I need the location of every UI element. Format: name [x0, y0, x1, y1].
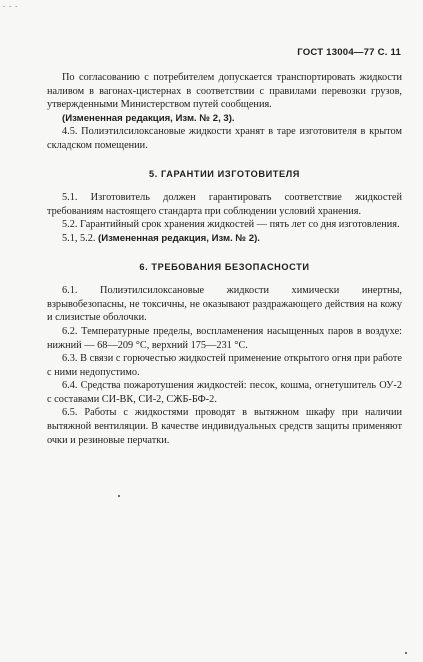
amendment-note [47, 112, 402, 126]
paragraph-6-4: 6.4. Средства пожаротушения жидкостей: песок, кошма, огнетушитель ОУ-2 с составами СИ-ВК, СИ-2, СЖБ-БФ-2. [47, 380, 402, 405]
paragraph-5-1: 5.1. Изготовитель должен гарантировать соответствие жидкостей требованиям настоящего стандарта при соблюдении условий хранения. [47, 192, 402, 217]
speck-dot [405, 652, 407, 654]
paragraph-4-5: 4.5. Полиэтилсилоксановые жидкости хранят в таре изготовителя в крытом складском помещении. [47, 126, 402, 151]
section-heading-5: 5. ГАРАНТИИ ИЗГОТОВИТЕЛЯ [149, 168, 300, 179]
paragraph-5-2: 5.2. Гарантийный срок хранения жидкостей — пять лет со дня изготовления. [62, 219, 400, 231]
amendment-prefix: 5.1, 5.2. [62, 232, 96, 244]
amendment-label: (Измененная редакция, Изм. № 2, 3). [62, 112, 235, 124]
document-body [47, 71, 402, 447]
speck-dot [118, 495, 120, 497]
paragraph-6-5: 6.5. Работы с жидкостями проводят в вытяжном шкафу при наличии вытяжной вентиляции. В качестве индивидуальных средств защиты применяют очки и резиновые перчатки. [47, 407, 402, 446]
paragraph-6-2: 6.2. Температурные пределы, воспламенения насыщенных паров в воздухе: нижний — 68—209 °С, верхний 175—231 °С. [47, 325, 402, 351]
paragraph-6-1: 6.1. Полиэтилсилоксановые жидкости химически инертны, взрывобезопасны, не токсичны, не оказывают раздражающего действия на кожу и слизистые оболочки. [47, 285, 402, 324]
paragraph-6-3: 6.3. В связи с горючестью жидкостей применение открытого огня при работе с ними недопустимо. [47, 353, 402, 378]
corner-mark: - - - [3, 2, 19, 10]
amendment-label: (Измененная редакция, Изм. № 2). [98, 232, 260, 244]
amendment-note [47, 232, 402, 246]
section-heading-6: 6. ТРЕБОВАНИЯ БЕЗОПАСНОСТИ [139, 261, 310, 272]
running-head: ГОСТ 13004—77 С. 11 [297, 47, 401, 58]
paragraph-transport: По согласованию с потребителем допускается транспортировать жидкости наливом в вагонах-цистернах в соответствии с правилами перевозки грузов, утвержденными Министерством путей сообщения. [47, 72, 402, 111]
